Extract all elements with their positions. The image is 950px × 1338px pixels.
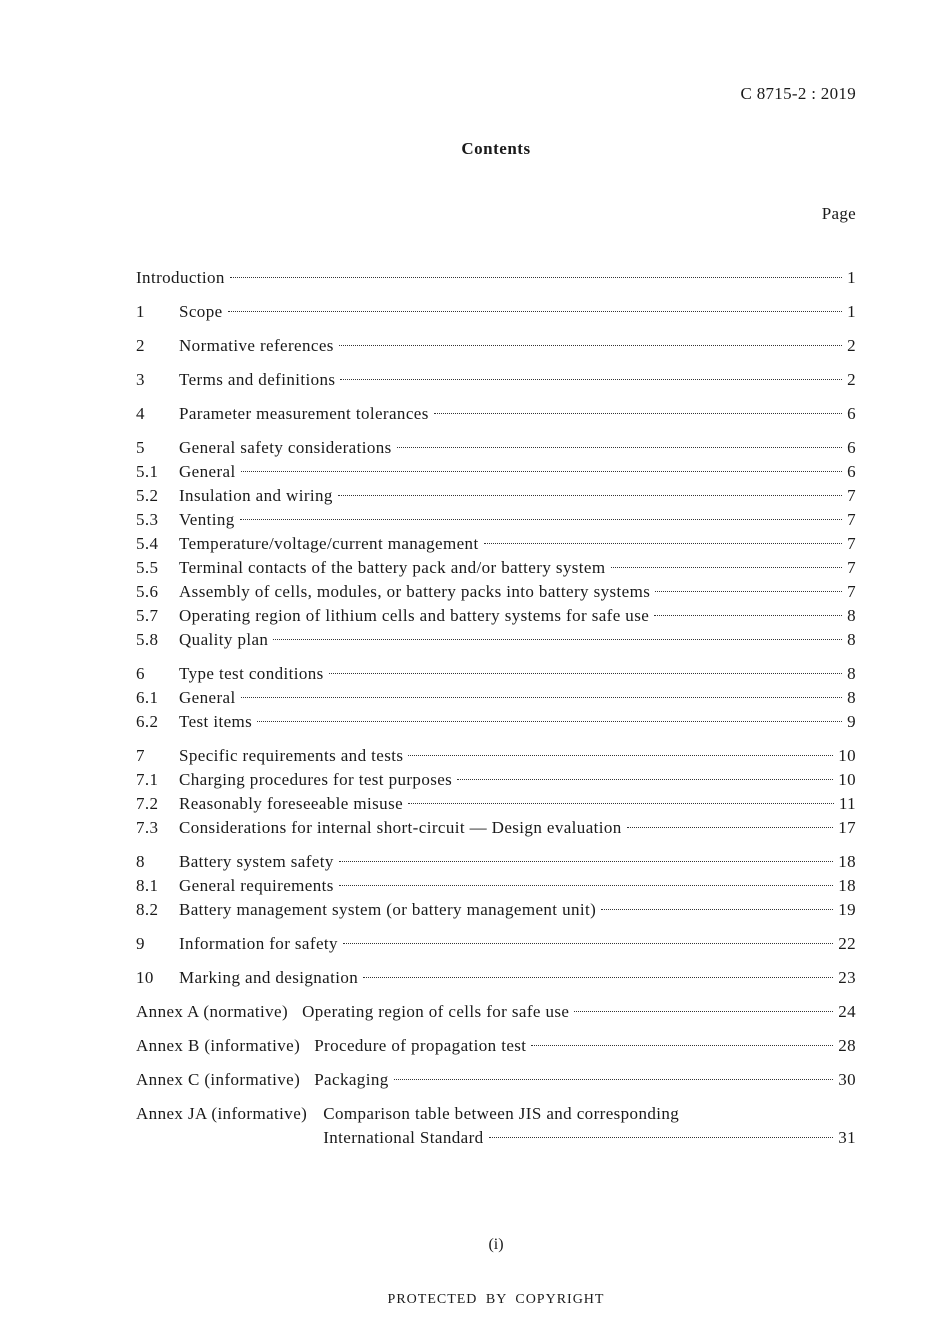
toc-entry-page: 11 [838, 794, 856, 813]
toc-entry[interactable] [136, 436, 856, 460]
toc-entry-label: Terminal contacts of the battery pack and/or battery system [179, 558, 606, 577]
toc-entry-label: Parameter measurement tolerances [179, 404, 429, 423]
toc-entry[interactable] [136, 484, 856, 508]
dot-leader [273, 639, 842, 640]
dot-leader [339, 885, 833, 886]
toc-entry-page: 6 [847, 438, 856, 457]
toc-entry-label: Type test conditions [179, 664, 324, 683]
dot-leader [484, 543, 843, 544]
toc-entry-page: 17 [838, 818, 856, 837]
toc-entry[interactable] [136, 816, 856, 840]
toc-entry-number: 5.4 [136, 534, 159, 553]
toc-entry-label: General requirements [179, 876, 334, 895]
toc-entry-label: Battery system safety [179, 852, 334, 871]
toc-entry-annex[interactable] [136, 1000, 856, 1024]
toc-entry-number: 2 [136, 336, 145, 355]
toc-entry-annex-ja[interactable] [136, 1102, 856, 1150]
dot-leader [338, 495, 842, 496]
toc-entry-introduction[interactable] [136, 266, 856, 290]
toc-entry-number: 7.1 [136, 770, 159, 789]
toc-entry-page: 18 [838, 852, 856, 871]
toc-entry-label: Packaging [314, 1070, 389, 1089]
toc-entry-page: 9 [847, 712, 856, 731]
toc-entry-label: Insulation and wiring [179, 486, 333, 505]
toc-entry[interactable] [136, 850, 856, 874]
toc-entry-label-line2: International Standard [323, 1128, 484, 1147]
toc-entry-annex[interactable] [136, 1034, 856, 1058]
dot-leader [228, 311, 843, 312]
dot-leader [230, 277, 842, 278]
dot-leader [241, 697, 842, 698]
toc-entry[interactable] [136, 744, 856, 768]
toc-entry[interactable] [136, 402, 856, 426]
dot-leader [457, 779, 833, 780]
dot-leader [339, 345, 842, 346]
toc-entry-page: 8 [847, 664, 856, 683]
dot-leader [531, 1045, 833, 1046]
dot-leader [329, 673, 842, 674]
toc-entry-page: 19 [838, 900, 856, 919]
dot-leader [339, 861, 833, 862]
toc-entry-number: 9 [136, 934, 145, 953]
toc-entry-number: 7.3 [136, 818, 159, 837]
toc-entry[interactable] [136, 898, 856, 922]
toc-entry-number: 1 [136, 302, 145, 321]
toc-entry-label: Assembly of cells, modules, or battery packs into battery systems [179, 582, 651, 601]
toc-entry[interactable] [136, 662, 856, 686]
toc-entry-label: Reasonably foreseeable misuse [179, 794, 404, 813]
toc-entry[interactable] [136, 508, 856, 532]
toc-entry-label: Normative references [179, 336, 334, 355]
dot-leader [241, 471, 842, 472]
toc-entry-label: Test items [179, 712, 253, 731]
toc-entry[interactable] [136, 768, 856, 792]
toc-entry-number: 6.2 [136, 712, 159, 731]
table-of-contents [136, 266, 856, 1150]
toc-entry-number: 5.8 [136, 630, 159, 649]
toc-entry[interactable] [136, 556, 856, 580]
toc-entry-label: Specific requirements and tests [179, 746, 404, 765]
toc-entry-number: 5.6 [136, 582, 159, 601]
toc-entry-page: 7 [847, 582, 856, 601]
toc-entry[interactable] [136, 368, 856, 392]
toc-entry-number: 5 [136, 438, 145, 457]
toc-entry-page: 1 [847, 302, 856, 321]
dot-leader [408, 803, 834, 804]
dot-leader [434, 413, 842, 414]
dot-leader [343, 943, 833, 944]
toc-entry-page: 23 [838, 968, 856, 987]
toc-entry-number: 5.2 [136, 486, 159, 505]
toc-entry-page: 6 [847, 404, 856, 423]
toc-entry-number: 5.7 [136, 606, 159, 625]
toc-entry-annex[interactable] [136, 1068, 856, 1092]
toc-entry-number: 4 [136, 404, 145, 423]
toc-entry-page: 7 [847, 486, 856, 505]
toc-entry-number: 7 [136, 746, 145, 765]
toc-entry-number: 3 [136, 370, 145, 389]
dot-leader [611, 567, 843, 568]
toc-entry-page: 10 [838, 746, 856, 765]
toc-entry-number: 6 [136, 664, 145, 683]
toc-entry-page: 18 [838, 876, 856, 895]
toc-entry-label: Operating region of cells for safe use [302, 1002, 570, 1021]
toc-entry-label: Terms and definitions [179, 370, 336, 389]
toc-entry-label: Introduction [136, 268, 225, 287]
toc-entry-page: 7 [847, 558, 856, 577]
dot-leader [655, 591, 842, 592]
toc-entry-label: General [179, 688, 236, 707]
toc-entry[interactable] [136, 932, 856, 956]
toc-entry-label: Charging procedures for test purposes [179, 770, 453, 789]
dot-leader [489, 1137, 834, 1138]
toc-entry[interactable] [136, 628, 856, 652]
toc-entry-number: 7.2 [136, 794, 159, 813]
toc-entry[interactable] [136, 604, 856, 628]
copyright-notice: PROTECTED BY COPYRIGHT [387, 1292, 605, 1307]
toc-entry[interactable] [136, 334, 856, 358]
toc-entry[interactable] [136, 966, 856, 990]
toc-entry-page: 8 [847, 606, 856, 625]
page-number: (i) [488, 1236, 504, 1253]
dot-leader [408, 755, 833, 756]
toc-entry-page: 30 [838, 1070, 856, 1089]
toc-entry-label: General [179, 462, 236, 481]
toc-entry-page: 1 [847, 268, 856, 287]
toc-entry-label: Marking and designation [179, 968, 359, 987]
toc-entry[interactable] [136, 710, 856, 734]
dot-leader [257, 721, 842, 722]
toc-entry-label: Operating region of lithium cells and battery systems for safe use [179, 606, 650, 625]
toc-entry-label-line1: Comparison table between JIS and corresponding [323, 1104, 680, 1123]
dot-leader [394, 1079, 834, 1080]
toc-entry-label: Considerations for internal short-circuit — Design evaluation [179, 818, 622, 837]
annex-prefix: Annex A (normative) [136, 1002, 289, 1021]
toc-entry-page: 10 [838, 770, 856, 789]
toc-entry-page: 7 [847, 534, 856, 553]
toc-entry-label: General safety considerations [179, 438, 392, 457]
toc-entry-label: Procedure of propagation test [314, 1036, 527, 1055]
toc-entry-label: Temperature/voltage/current management [179, 534, 479, 553]
toc-entry-number: 5.3 [136, 510, 159, 529]
toc-entry[interactable] [136, 792, 856, 816]
toc-entry-label: Scope [179, 302, 223, 321]
toc-entry-number: 8.1 [136, 876, 159, 895]
toc-entry-page: 22 [838, 934, 856, 953]
toc-entry-page: 7 [847, 510, 856, 529]
toc-entry-number: 5.1 [136, 462, 159, 481]
toc-entry[interactable] [136, 460, 856, 484]
toc-entry-page: 2 [847, 370, 856, 389]
document-id: C 8715-2 : 2019 [740, 84, 856, 103]
dot-leader [397, 447, 842, 448]
dot-leader [601, 909, 833, 910]
toc-entry-number: 5.5 [136, 558, 159, 577]
page-title: Contents [461, 139, 531, 158]
toc-entry[interactable] [136, 532, 856, 556]
annex-prefix: Annex JA (informative) [136, 1104, 308, 1123]
toc-entry[interactable] [136, 580, 856, 604]
page-column-heading: Page [821, 204, 856, 223]
toc-entry-number: 6.1 [136, 688, 159, 707]
toc-entry-page: 8 [847, 630, 856, 649]
toc-entry-label: Information for safety [179, 934, 338, 953]
toc-entry-page: 2 [847, 336, 856, 355]
toc-entry-page: 24 [838, 1002, 856, 1021]
toc-entry-page: 6 [847, 462, 856, 481]
toc-entry-page: 8 [847, 688, 856, 707]
toc-entry-label: Battery management system (or battery management unit) [179, 900, 597, 919]
dot-leader [654, 615, 842, 616]
toc-entry-number: 8.2 [136, 900, 159, 919]
dot-leader [627, 827, 834, 828]
annex-prefix: Annex B (informative) [136, 1036, 301, 1055]
toc-entry-page: 28 [838, 1036, 856, 1055]
toc-entry[interactable] [136, 686, 856, 710]
dot-leader [340, 379, 842, 380]
toc-entry-number: 10 [136, 968, 154, 987]
toc-entry-label: Venting [179, 510, 235, 529]
dot-leader [574, 1011, 833, 1012]
dot-leader [240, 519, 842, 520]
toc-entry-label: Quality plan [179, 630, 269, 649]
toc-entry-number: 8 [136, 852, 145, 871]
toc-entry[interactable] [136, 300, 856, 324]
toc-entry[interactable] [136, 874, 856, 898]
toc-entry-page: 31 [838, 1128, 856, 1147]
annex-prefix: Annex C (informative) [136, 1070, 301, 1089]
dot-leader [363, 977, 833, 978]
